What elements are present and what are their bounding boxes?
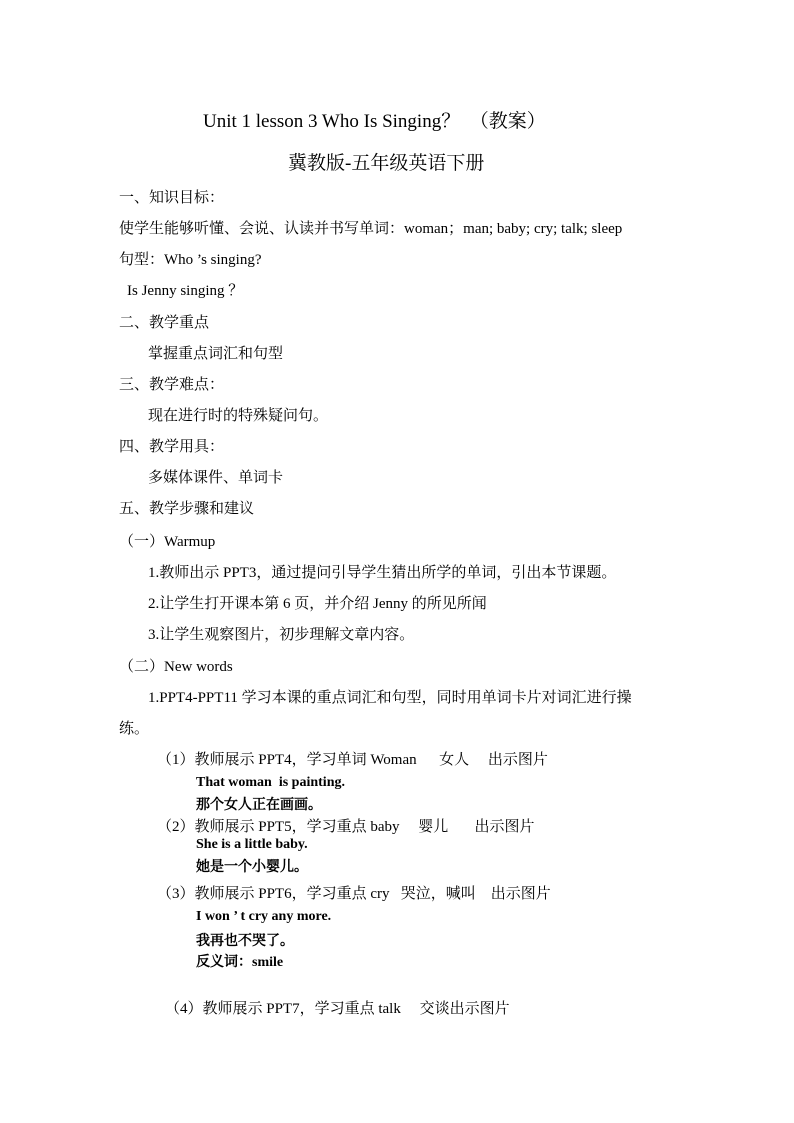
section-heading-tools: 四、教学用具： [119, 439, 225, 455]
item-3: （3）教师展示 PPT6，学习重点 cry 哭泣，喊叫 出示图片 [157, 886, 551, 902]
item-2-example-en: She is a little baby. [196, 837, 308, 852]
warmup-step-3: 3.让学生观察图片，初步理解文章内容。 [148, 627, 415, 643]
section-heading-objectives: 一、知识目标： [119, 190, 225, 206]
item-2: （2）教师展示 PPT5，学习重点 baby 婴儿 出示图片 [157, 819, 535, 835]
sentence-pattern-line-2: Is Jenny singing ？ [127, 283, 244, 299]
new-words-step-1-cont: 练。 [119, 721, 150, 737]
new-words-step-1: 1.PPT4-PPT11 学习本课的重点词汇和句型，同时用单词卡片对词汇进行操 [148, 690, 632, 706]
item-3-antonym: 反义词：smile [196, 955, 284, 970]
difficulties-content: 现在进行时的特殊疑问句。 [148, 408, 329, 424]
warmup-step-1: 1.教师出示 PPT3，通过提问引导学生猜出所学的单词，引出本节课题。 [148, 565, 617, 581]
key-points-content: 掌握重点词汇和句型 [148, 346, 284, 362]
section-heading-steps: 五、教学步骤和建议 [119, 501, 255, 517]
item-3-example-en: I won ’ t cry any more. [196, 909, 332, 924]
item-1-example-en: That woman is painting. [196, 775, 345, 790]
section-heading-difficulties: 三、教学难点： [119, 377, 225, 393]
item-1-example-cn: 那个女人正在画画。 [196, 798, 322, 813]
document-title: Unit 1 lesson 3 Who Is Singing？ （教案） [203, 111, 546, 132]
item-2-example-cn: 她是一个小婴儿。 [196, 860, 308, 875]
document-subtitle: 冀教版-五年级英语下册 [288, 153, 485, 174]
warmup-step-2: 2.让学生打开课本第 6 页，并介绍 Jenny 的所见所闻 [148, 596, 487, 612]
item-1: （1）教师展示 PPT4，学习单词 Woman 女人 出示图片 [157, 752, 548, 768]
sentence-pattern-line: 句型：Who ’s singing? [119, 252, 262, 268]
tools-content: 多媒体课件、单词卡 [148, 470, 284, 486]
vocabulary-line: 使学生能够听懂、会说、认读并书写单词：woman；man; baby; cry; talk; sleep [119, 221, 623, 237]
section-heading-key-points: 二、教学重点 [119, 315, 210, 331]
item-3-example-cn: 我再也不哭了。 [196, 934, 294, 949]
item-4: （4）教师展示 PPT7，学习重点 talk 交谈出示图片 [165, 1001, 510, 1017]
warmup-heading: （一）Warmup [119, 534, 216, 550]
new-words-heading: （二）New words [119, 659, 233, 675]
